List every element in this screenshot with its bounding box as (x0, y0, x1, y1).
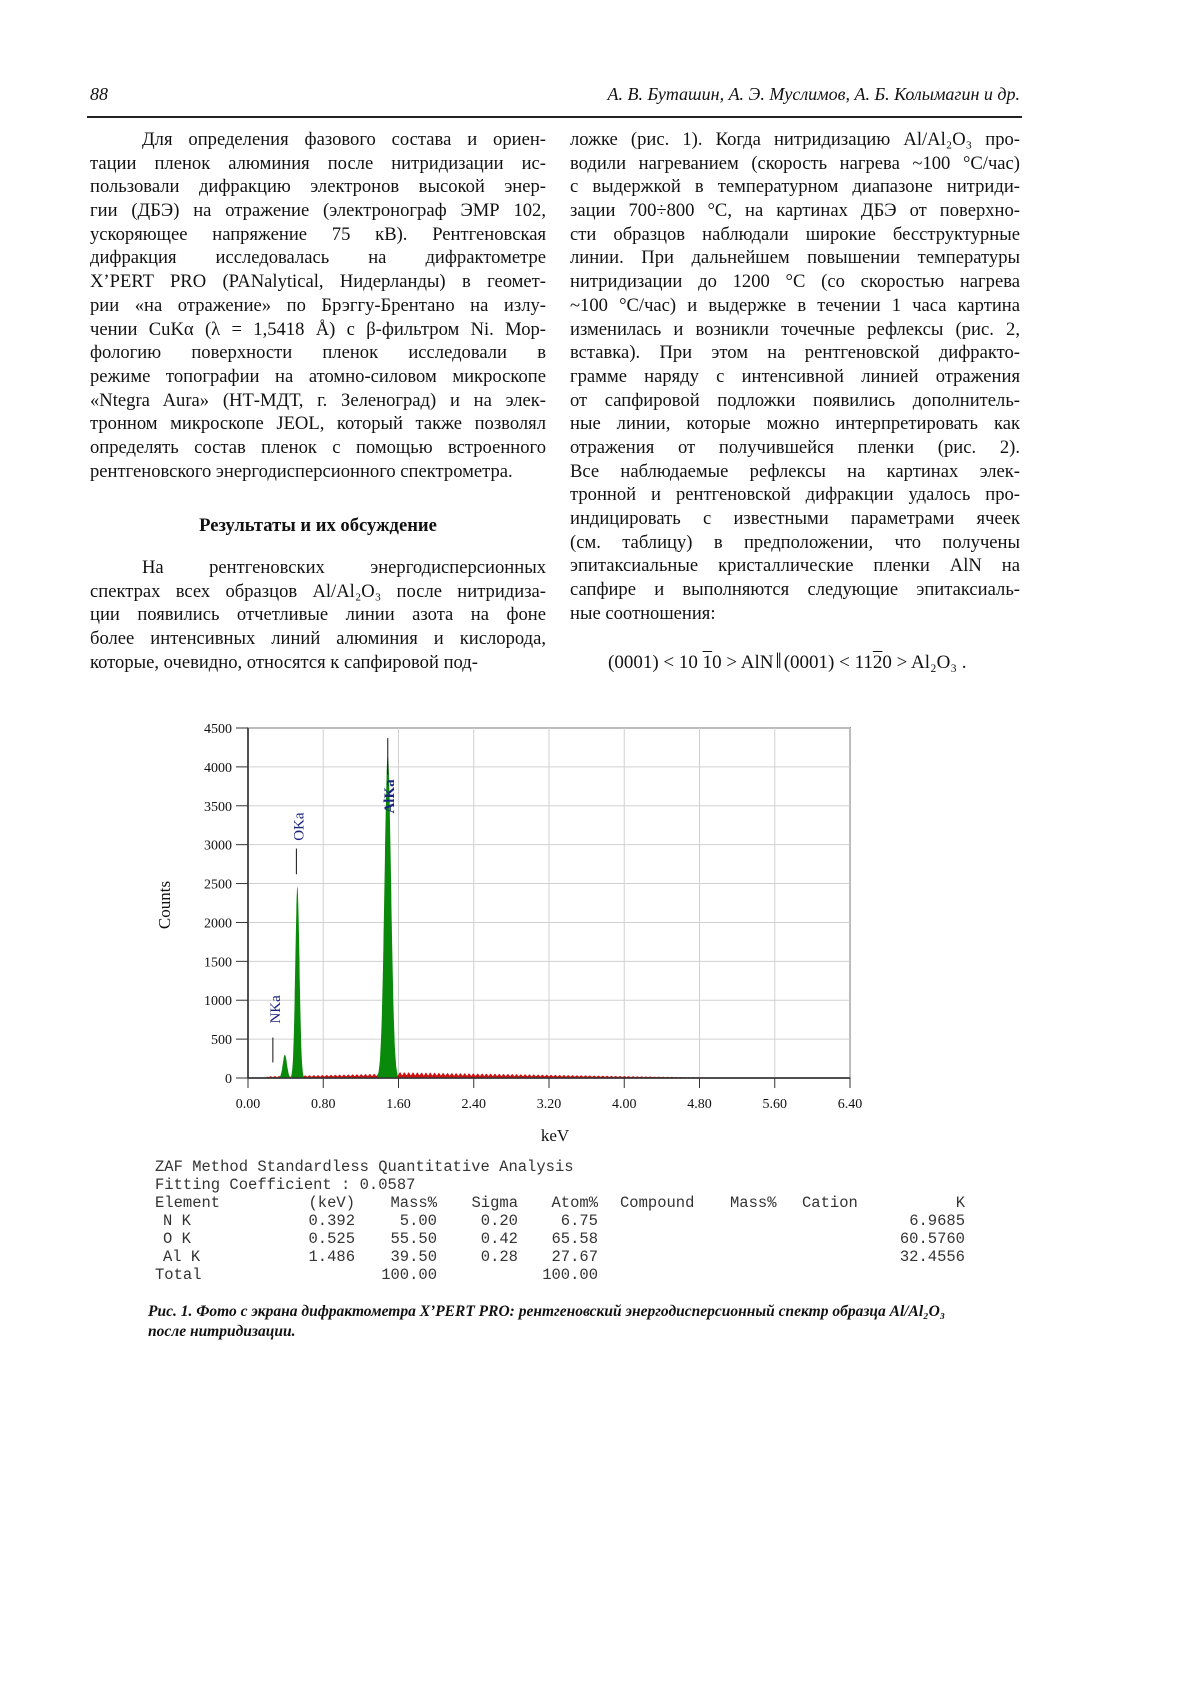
table-cell: 100.00 (542, 1266, 598, 1284)
text-line: рентгеновского энергодисперсионного спектрометра. (90, 460, 513, 482)
table-total-row (155, 1266, 965, 1284)
text-line: эпитаксиальные кристаллические пленки AlN на (570, 555, 1020, 577)
text-line: изменилась и возникли точечные рефлексы (рис. 2, (570, 318, 1020, 340)
table-cell: 60.5760 (899, 1230, 965, 1248)
text-line: рии «на отражение» по Брэггу-Брентано на излу- (90, 294, 546, 316)
table-cell: 100.00 (381, 1266, 437, 1284)
page-number: 88 (90, 84, 108, 104)
text-line: ные линии, которые можно интерпретировать как (570, 413, 1020, 435)
x-tick-label: 2.40 (461, 1097, 486, 1112)
text-line: (см. таблицу) в предположении, что получены (570, 531, 1020, 553)
text-line: Для определения фазового состава и ориен- (142, 129, 546, 150)
section-heading: Результаты и их обсуждение (199, 515, 437, 536)
text-line: с выдержкой в температурном диапазоне нитриди- (570, 176, 1020, 198)
text-line: спектрах всех образцов Al/Al₂O₃ после нитридиза- (90, 580, 546, 602)
table-cell: Al K (163, 1248, 201, 1266)
table-row (155, 1212, 965, 1230)
text-line: гии (ДБЭ) на отражение (электронограф ЭМР 102, (90, 200, 546, 222)
table-cell: O K (163, 1230, 191, 1248)
table-cell: Cation (802, 1194, 858, 1212)
formula-part: 0 > AlN (712, 652, 774, 673)
zaf-fitting-coefficient: Fitting Coefficient : 0.0587 (155, 1176, 416, 1194)
formula-parallel: ‖ (775, 648, 782, 673)
table-cell: Total (155, 1266, 202, 1284)
table-header-row (155, 1194, 965, 1212)
x-tick-label: 3.20 (536, 1097, 562, 1112)
peak-label-nka: NKa (267, 995, 284, 1024)
text-line: фологию поверхности пленок исследовали в (90, 342, 546, 364)
y-tick-label: 4000 (204, 760, 232, 776)
text-line: от сапфировой подложки появились дополнитель- (570, 389, 1020, 411)
text-line: определять состав пленок с помощью встроенного (90, 436, 546, 458)
y-tick-label: 500 (211, 1033, 232, 1049)
table-cell: 0.392 (308, 1212, 355, 1230)
x-axis-label: keV (540, 1126, 570, 1145)
text-line: сти образцов наблюдали широкие бесструктурные (570, 223, 1020, 245)
text-line: дифракция исследовалась на дифрактометре (90, 247, 546, 269)
text-line: ции появились отчетливые линии азота на фоне (90, 604, 546, 626)
table-cell: Element (155, 1194, 221, 1212)
text-line: На рентгеновских энергодисперсионных (142, 557, 546, 578)
text-line: сапфире и выполняются следующие эпитаксиаль- (570, 579, 1020, 601)
formula-bar-digit: 1 (702, 652, 713, 673)
x-tick-label: 6.40 (837, 1097, 863, 1112)
text-line: линии. При дальнейшем повышении температуры (570, 247, 1020, 269)
text-line: зации 700÷800 °C, на картинах ДБЭ от поверхно- (570, 200, 1020, 222)
running-header-authors: А. В. Буташин, А. Э. Муслимов, А. Б. Колымагин и др. (607, 84, 1020, 104)
formula-part: (0001) < 10 (608, 652, 703, 673)
text-line: тронном микроскопе JEOL, который также позволял (90, 413, 546, 435)
text-line: чении CuKα (λ = 1,5418 Å) с β-фильтром Ni. Мор- (90, 318, 546, 340)
table-cell: 65.58 (551, 1230, 598, 1248)
table-cell: Sigma (471, 1194, 518, 1212)
table-cell: 0.28 (480, 1248, 518, 1266)
text-line: ложке (рис. 1). Когда нитридизацию Al/Al₂O₃ про- (570, 129, 1020, 150)
text-line: нитридизации до 1200 °C (со скоростью нагрева (570, 271, 1020, 293)
text-line: отражения от получившейся пленки (рис. 2). (570, 436, 1020, 458)
formula-bar-digit: 2 (872, 652, 883, 673)
text-line: грамме наряду с интенсивной линией отражения (570, 365, 1020, 387)
x-tick-label: 1.60 (386, 1097, 411, 1112)
text-line: тации пленок алюминия после нитридизации ис- (90, 152, 546, 174)
table-cell: (keV) (308, 1194, 355, 1212)
table-cell: Mass% (730, 1194, 777, 1212)
formula-part: (0001) < 11 (783, 652, 873, 673)
table-cell: 6.9685 (909, 1212, 965, 1230)
figure-caption: Рис. 1. Фото с экрана дифрактометра X’PERT PRO: рентгеновский энергодисперсионный спектр образца Al/Al₂O₃ после нитридизации. (148, 1303, 946, 1340)
peak-label-oka: OKa (291, 812, 308, 841)
text-line: вставка). При этом на рентгеновской дифракто- (570, 342, 1020, 364)
text-line: тронной и рентгеновской дифракции удалось про- (570, 484, 1020, 506)
text-line: пользовали дифракцию электронов высокой энер- (90, 176, 546, 198)
y-tick-label: 2000 (204, 916, 232, 932)
y-tick-label: 4500 (204, 722, 232, 737)
table-cell: 32.4556 (899, 1248, 965, 1266)
table-cell: K (955, 1194, 965, 1212)
text-line: водили нагреванием (скорость нагрева ~100 °C/час) (570, 152, 1020, 174)
y-tick-label: 3000 (204, 838, 232, 854)
table-cell: Mass% (390, 1194, 437, 1212)
x-tick-label: 4.00 (612, 1097, 637, 1112)
table-cell: 0.20 (480, 1212, 518, 1230)
table-cell: 5.00 (399, 1212, 437, 1230)
text-line: X’PERT PRO (PANalytical, Нидерланды) в геомет- (90, 271, 546, 293)
text-line: которые, очевидно, относятся к сапфировой под- (90, 651, 478, 673)
table-cell: N K (163, 1212, 191, 1230)
text-line: «Ntegra Aura» (НТ-МДТ, г. Зеленоград) и на элек- (90, 389, 546, 411)
peak-label-alka: AlKa (381, 779, 398, 814)
text-line: ускоряющее напряжение 75 кВ). Рентгеновская (90, 223, 546, 245)
y-axis-label: Counts (155, 880, 174, 930)
table-row (155, 1248, 965, 1266)
y-tick-label: 1500 (204, 955, 232, 971)
table-cell: Atom% (551, 1194, 598, 1212)
zaf-analysis-table (155, 1158, 965, 1284)
y-tick-label: 0 (225, 1072, 232, 1087)
x-tick-label: 4.80 (687, 1097, 712, 1112)
table-cell: 1.486 (308, 1248, 355, 1266)
table-cell: 55.50 (390, 1230, 437, 1248)
formula-part: 0 > Al₂O₃ . (882, 652, 967, 673)
zaf-title: ZAF Method Standardless Quantitative Analysis (155, 1158, 574, 1176)
table-row (155, 1230, 965, 1248)
table-cell: 0.525 (308, 1230, 355, 1248)
y-tick-label: 3500 (204, 799, 232, 815)
table-cell: 39.50 (390, 1248, 437, 1266)
text-line: ~100 °C/час) и выдержке в течении 1 часа картина (570, 294, 1020, 316)
table-cell: 0.42 (480, 1230, 518, 1248)
table-cell: Compound (620, 1194, 695, 1212)
text-line: более интенсивных линий алюминия и кислорода, (90, 628, 546, 650)
x-tick-label: 0.80 (311, 1097, 336, 1112)
y-tick-label: 1000 (204, 994, 232, 1010)
table-cell: 6.75 (560, 1212, 598, 1230)
text-line: ные соотношения: (570, 602, 716, 624)
y-tick-label: 2500 (204, 877, 232, 893)
table-cell: 27.67 (551, 1248, 598, 1266)
text-line: индицировать с известными параметрами ячеек (570, 508, 1020, 529)
x-tick-label: 0.00 (235, 1097, 261, 1112)
x-tick-label: 5.60 (762, 1097, 787, 1112)
text-line: режиме топографии на атомно-силовом микроскопе (90, 365, 546, 387)
text-line: Все наблюдаемые рефлексы на картинах элек- (570, 460, 1020, 482)
